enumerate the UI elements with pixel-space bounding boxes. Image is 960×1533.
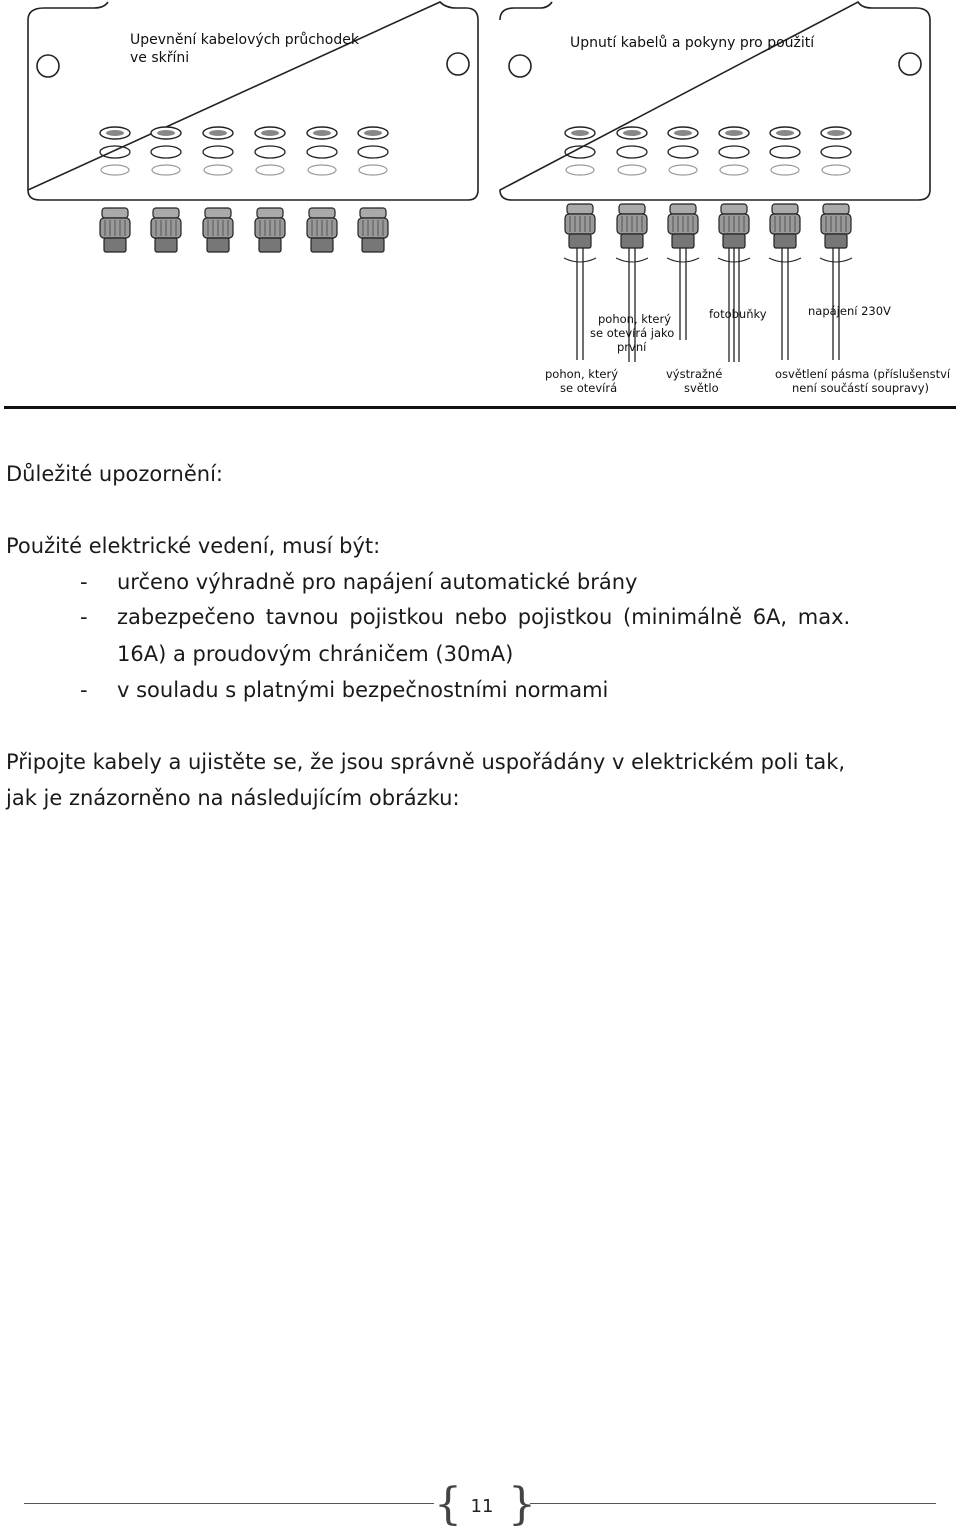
left-gland-cap-4 xyxy=(309,208,335,218)
left-ring-5 xyxy=(358,146,388,158)
left-ring-0 xyxy=(100,146,130,158)
bullet-1: určeno výhradně pro napájení automatické brány xyxy=(117,570,638,594)
right-enclosure xyxy=(500,2,930,200)
right-title: Upnutí kabelů a pokyny pro použití xyxy=(570,35,815,51)
left-gland-cap-3 xyxy=(257,208,283,218)
label-pohon-druhy-1: pohon, který xyxy=(545,367,619,381)
label-osvetleni-1: osvětlení pásma (příslušenství xyxy=(775,367,951,381)
right-nut-inner-1 xyxy=(623,130,641,136)
left-gland-cap-1 xyxy=(153,208,179,218)
right-ring-4 xyxy=(770,146,800,158)
left-nut-inner-3 xyxy=(261,130,279,136)
right-nut-inner-4 xyxy=(776,130,794,136)
bullet-3: v souladu s platnými bezpečnostními normami xyxy=(117,678,609,702)
right-nut-inner-5 xyxy=(827,130,845,136)
left-gland-thread-1 xyxy=(155,238,177,252)
left-title-line1: Upevnění kabelových průchodek xyxy=(130,32,359,48)
right-gland-thread-1 xyxy=(621,234,643,248)
right-nut-inner-2 xyxy=(674,130,692,136)
left-hole-4 xyxy=(308,165,336,175)
right-hole-0 xyxy=(566,165,594,175)
bullet-2-continued: 16A) a proudovým chráničem (30mA) xyxy=(117,642,514,666)
left-gland-thread-5 xyxy=(362,238,384,252)
right-hole-3 xyxy=(720,165,748,175)
page-number: 11 xyxy=(470,1496,494,1517)
right-gland-thread-5 xyxy=(825,234,847,248)
left-hole-2 xyxy=(204,165,232,175)
label-pohon-druhy-2: se otevírá xyxy=(560,381,618,395)
cable-arrow-4 xyxy=(769,258,801,262)
right-gland-thread-2 xyxy=(672,234,694,248)
left-title xyxy=(130,32,360,66)
paragraph-line-1: Připojte kabely a ujistěte se, že jsou správně uspořádány v elektrickém poli tak, xyxy=(6,750,846,774)
right-gland-thread-4 xyxy=(774,234,796,248)
cable-arrow-5 xyxy=(820,258,852,262)
bullet-dash-3: - xyxy=(80,678,88,702)
right-gland-cap-5 xyxy=(823,204,849,214)
notice-heading: Důležité upozornění: xyxy=(6,462,223,486)
right-ring-2 xyxy=(668,146,698,158)
left-nut-inner-0 xyxy=(106,130,124,136)
label-napajeni: napájení 230V xyxy=(808,304,891,318)
right-hole-4 xyxy=(771,165,799,175)
footer-brace-left: { xyxy=(434,1479,462,1530)
paragraph-line-2: jak je znázorněno na následujícím obrázku: xyxy=(6,786,460,810)
right-gland-thread-3 xyxy=(723,234,745,248)
left-hole-3 xyxy=(256,165,284,175)
left-ring-1 xyxy=(151,146,181,158)
left-ring-2 xyxy=(203,146,233,158)
left-nut-inner-1 xyxy=(157,130,175,136)
cable-arrow-1 xyxy=(616,258,648,262)
left-nut-inner-2 xyxy=(209,130,227,136)
left-gland-thread-2 xyxy=(207,238,229,252)
bullet-2: zabezpečeno tavnou pojistkou nebo pojistkou (minimálně 6A, max. xyxy=(117,605,851,629)
cable-labels xyxy=(545,304,951,395)
label-osvetleni-2: není součástí soupravy) xyxy=(792,381,930,395)
right-nut-inner-0 xyxy=(571,130,589,136)
footer-line-left xyxy=(24,1503,434,1504)
right-ring-5 xyxy=(821,146,851,158)
left-ring-4 xyxy=(307,146,337,158)
cable-arrow-2 xyxy=(667,258,699,262)
label-pohon-prvni-1: pohon, který xyxy=(598,312,672,326)
right-hole-2 xyxy=(669,165,697,175)
left-gland-cap-0 xyxy=(102,208,128,218)
glands-layer xyxy=(100,127,851,252)
left-ring-3 xyxy=(255,146,285,158)
right-ring-1 xyxy=(617,146,647,158)
section-divider xyxy=(4,406,956,409)
right-gland-cap-2 xyxy=(670,204,696,214)
right-nut-inner-3 xyxy=(725,130,743,136)
right-gland-cap-3 xyxy=(721,204,747,214)
left-gland-thread-0 xyxy=(104,238,126,252)
cable-gland-diagram xyxy=(0,0,960,412)
right-ring-3 xyxy=(719,146,749,158)
label-pohon-prvni-2: se otevírá jako xyxy=(590,326,675,340)
label-vystrazne-2: světlo xyxy=(684,381,719,395)
left-nut-inner-4 xyxy=(313,130,331,136)
footer-line-right xyxy=(530,1503,936,1504)
left-gland-cap-2 xyxy=(205,208,231,218)
right-gland-cap-1 xyxy=(619,204,645,214)
left-gland-thread-3 xyxy=(259,238,281,252)
left-hole-0 xyxy=(101,165,129,175)
notice-intro: Použité elektrické vedení, musí být: xyxy=(6,534,381,558)
left-nut-inner-5 xyxy=(364,130,382,136)
right-gland-cap-0 xyxy=(567,204,593,214)
right-gland-thread-0 xyxy=(569,234,591,248)
label-vystrazne-1: výstražné xyxy=(666,367,723,381)
label-fotobunky: fotobuňky xyxy=(709,307,767,321)
left-hole-1 xyxy=(152,165,180,175)
label-pohon-prvni-3: první xyxy=(617,340,647,354)
cable-arrow-0 xyxy=(564,258,596,262)
bullet-dash-1: - xyxy=(80,570,88,594)
right-hole-1 xyxy=(618,165,646,175)
left-gland-thread-4 xyxy=(311,238,333,252)
right-hole-5 xyxy=(822,165,850,175)
left-hole-5 xyxy=(359,165,387,175)
right-gland-cap-4 xyxy=(772,204,798,214)
left-gland-cap-5 xyxy=(360,208,386,218)
left-title-line2: ve skříni xyxy=(130,50,190,66)
bullet-dash-2: - xyxy=(80,605,88,629)
footer-brace-right: } xyxy=(508,1479,536,1530)
